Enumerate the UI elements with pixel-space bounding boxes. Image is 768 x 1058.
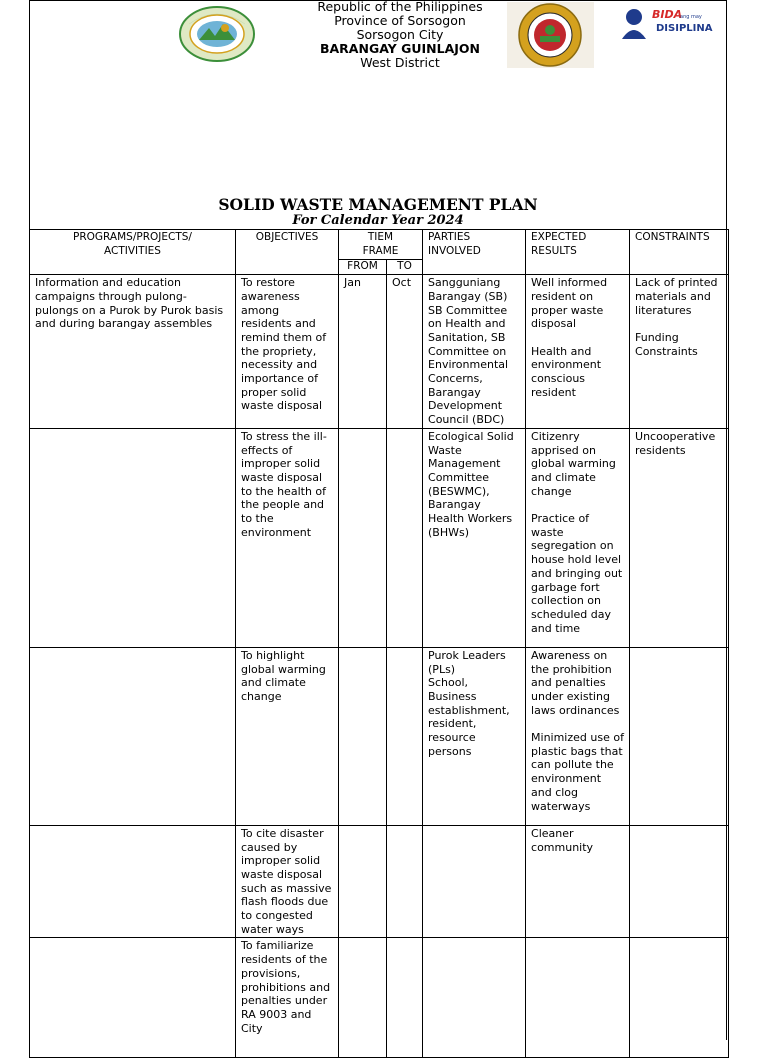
waste-management-plan-table — [29, 229, 729, 1058]
cell-constraints — [630, 825, 729, 938]
cell-objective: To highlight global warming and climate change — [236, 647, 339, 825]
header-expected: EXPECTED RESULTS — [526, 230, 630, 275]
cell-objective: To stress the ill-effects of improper solid waste disposal to the health of the people and to the environment — [236, 428, 339, 647]
svg-text:DISIPLINA: DISIPLINA — [656, 23, 713, 34]
table-row — [30, 825, 729, 938]
cell-from: Jan — [339, 275, 387, 429]
cell-objective: To restore awareness among residents and remind them of the propriety, necessity and importance of proper solid waste disposal — [236, 275, 339, 429]
cell-program — [30, 428, 236, 647]
svg-text:BIDA: BIDA — [652, 8, 683, 21]
header-timeframe: TIEM FRAME — [339, 230, 423, 260]
city-seal-logo — [507, 2, 594, 68]
table-row — [30, 647, 729, 825]
cell-expected — [526, 938, 630, 1058]
cell-parties: Ecological Solid Waste Management Committee (BESWMC), Barangay Health Workers (BHWs) — [423, 428, 526, 647]
header-barangay: BARANGAY GUINLAJON — [319, 41, 480, 56]
cell-objective: To cite disaster caused by improper solid waste disposal such as massive flash floods due to congested water ways — [236, 825, 339, 938]
header-address — [270, 0, 530, 70]
document-title: SOLID WASTE MANAGEMENT PLAN — [218, 195, 538, 214]
table-row — [30, 938, 729, 1058]
cell-parties: Purok Leaders (PLs) School, Business establishment, resident, resource persons — [423, 647, 526, 825]
cell-from — [339, 428, 387, 647]
cell-expected: Cleaner community — [526, 825, 630, 938]
cell-to — [387, 938, 423, 1058]
header-objectives: OBJECTIVES — [236, 230, 339, 275]
header-city: Sorsogon City — [356, 27, 444, 42]
cell-expected: Well informed resident on proper waste disposal Health and environment conscious resident — [526, 275, 630, 429]
cell-program: Information and education campaigns through pulong-pulongs on a Purok by Purok basis and during barangay assembles — [30, 275, 236, 429]
header-programs: PROGRAMS/PROJECTS/ ACTIVITIES — [30, 230, 236, 275]
cell-to — [387, 647, 423, 825]
header-from: FROM — [339, 260, 387, 275]
bida-disiplina-logo — [620, 5, 720, 41]
header-district: West District — [360, 55, 440, 70]
svg-text:ang may: ang may — [680, 14, 702, 20]
cell-program — [30, 647, 236, 825]
document-subtitle: For Calendar Year 2024 — [292, 213, 464, 228]
cell-program — [30, 825, 236, 938]
table-row — [30, 428, 729, 647]
header-parties: PARTIES INVOLVED — [423, 230, 526, 275]
cell-constraints — [630, 647, 729, 825]
cell-from — [339, 647, 387, 825]
header-republic: Republic of the Philippines — [317, 0, 483, 14]
cell-to: Oct — [387, 275, 423, 429]
cell-expected: Citizenry apprised on global warming and climate change Practice of waste segregation on house hold level and bringing out garbage fort collection on scheduled day and time — [526, 428, 630, 647]
document-header — [0, 0, 768, 80]
cell-parties: Sangguniang Barangay (SB) SB Committee on Health and Sanitation, SB Committee on Environmental Concerns, Barangay Development Council (BDC) — [423, 275, 526, 429]
cell-program — [30, 938, 236, 1058]
cell-expected: Awareness on the prohibition and penalties under existing laws ordinances Minimized use of plastic bags that can pollute the environment and clog waterways — [526, 647, 630, 825]
cell-objective: To familiarize residents of the provisions, prohibitions and penalties under RA 9003 and City — [236, 938, 339, 1058]
cell-parties — [423, 938, 526, 1058]
cell-from — [339, 825, 387, 938]
cell-to — [387, 825, 423, 938]
cell-parties — [423, 825, 526, 938]
cell-constraints — [630, 938, 729, 1058]
cell-from — [339, 938, 387, 1058]
header-constraints: CONSTRAINTS — [630, 230, 729, 275]
cell-constraints: Uncooperative residents — [630, 428, 729, 647]
header-to: TO — [387, 260, 423, 275]
cell-constraints: Lack of printed materials and literatures Funding Constraints — [630, 275, 729, 429]
table-header-row — [30, 230, 729, 260]
header-province: Province of Sorsogon — [334, 13, 466, 28]
barangay-seal-logo — [179, 6, 255, 62]
cell-to — [387, 428, 423, 647]
table-row — [30, 275, 729, 429]
